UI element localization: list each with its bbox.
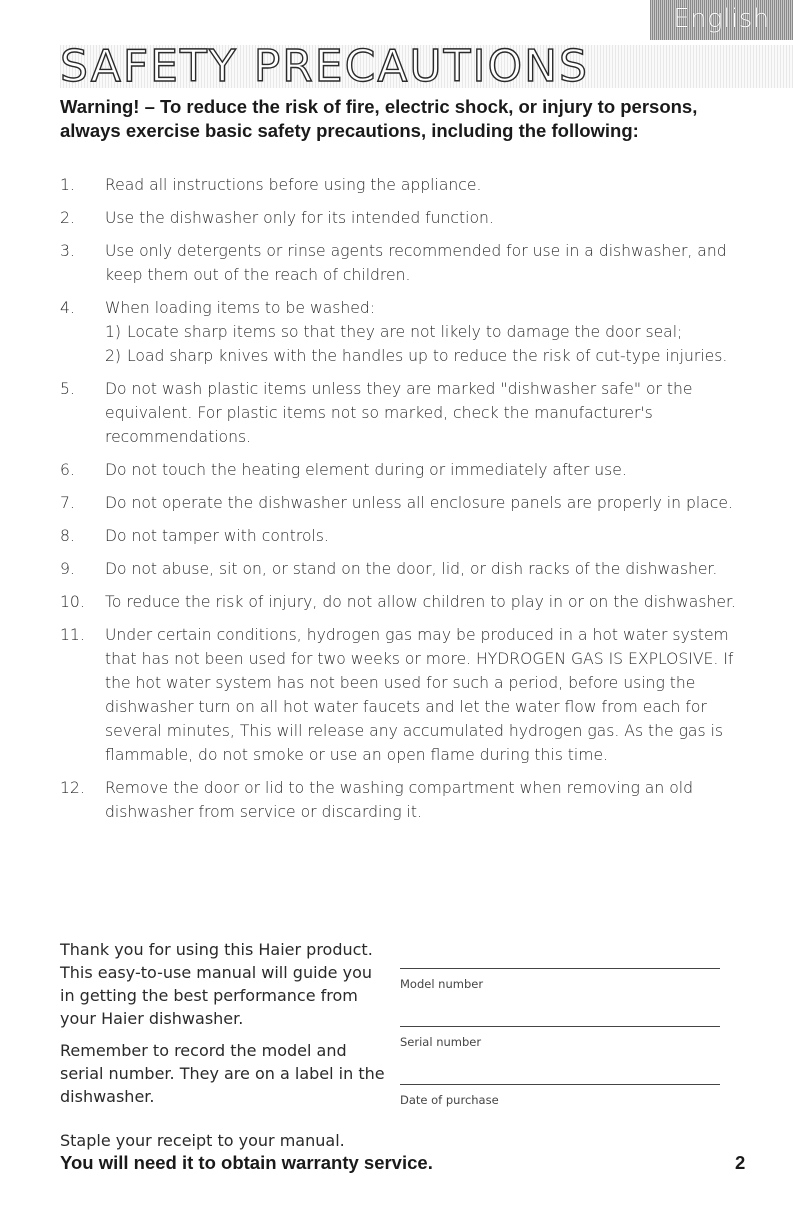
sub-item-number: 2) [105,347,122,365]
item-text: To reduce the risk of injury, do not allow children to play in or on the dishwasher. [105,593,736,611]
sub-item [105,320,760,344]
page-number: 2 [735,1152,746,1173]
item-number: 8. [60,527,75,545]
item-text: Do not operate the dishwasher unless all enclosure panels are properly in place. [105,494,733,512]
list-item [60,524,760,548]
list-item [60,458,760,482]
list-item [60,557,760,581]
item-text: Do not abuse, sit on, or stand on the door, lid, or dish racks of the dishwasher. [105,560,718,578]
sub-item [105,344,760,368]
list-item [60,173,760,197]
page-title: SAFETY PRECAUTIONS [60,41,589,92]
item-number: 12. [60,779,85,797]
item-text: Read all instructions before using the appliance. [105,176,482,194]
safety-list [60,173,760,833]
sub-item-text: Locate sharp items so that they are not likely to damage the door seal; [127,323,683,341]
serial-number-field [400,1026,720,1049]
item-number: 10. [60,593,85,611]
remember-text: Remember to record the model and serial number. They are on a label in the dishwasher. [60,1041,385,1106]
date-of-purchase-field [400,1084,720,1107]
sub-item-text: Load sharp knives with the handles up to reduce the risk of cut-type injuries. [127,347,728,365]
warranty-note: You will need it to obtain warranty service. [60,1152,433,1173]
warning-heading: Warning! – To reduce the risk of fire, electric shock, or injury to persons, always exercise basic safety precautions, including the following: [60,96,698,141]
model-number-field [400,968,720,991]
item-text: Use only detergents or rinse agents recommended for use in a dishwasher, and keep them out of the reach of children. [105,242,727,284]
item-number: 9. [60,560,75,578]
sub-item-number: 1) [105,323,122,341]
staple-note: Staple your receipt to your manual. [60,1131,345,1150]
item-text: Do not tamper with controls. [105,527,329,545]
item-number: 11. [60,626,85,644]
language-label: English [673,4,770,34]
list-item [60,623,760,767]
item-number: 6. [60,461,75,479]
item-text: When loading items to be washed: [105,299,376,317]
list-item [60,776,760,824]
list-item [60,296,760,368]
thank-you-text: Thank you for using this Haier product. This easy-to-use manual will guide you in getting the best performance from your Haier dishwasher. [60,940,373,1028]
item-text: Under certain conditions, hydrogen gas may be produced in a hot water system that has not been used for two weeks or more. HYDROGEN GAS IS EXPLOSIVE. If the hot water system has not been used for such a period, before using the dishwasher turn on all hot water faucets and let the water flow from each for several minutes, This will release any accumulated hydrogen gas. As the gas is flammable, do not smoke or use an open flame during this time. [105,626,734,764]
sub-list [105,320,760,368]
list-item [60,491,760,515]
item-number: 7. [60,494,75,512]
list-item [60,239,760,287]
item-number: 2. [60,209,75,227]
thank-you-block [60,938,390,1117]
item-number: 3. [60,242,75,260]
item-text: Do not touch the heating element during or immediately after use. [105,461,627,479]
model-number-label: Model number [400,977,484,991]
item-number: 1. [60,176,75,194]
item-text: Use the dishwasher only for its intended function. [105,209,494,227]
date-of-purchase-label: Date of purchase [400,1093,499,1107]
list-item [60,377,760,449]
serial-number-label: Serial number [400,1035,482,1049]
item-number: 4. [60,299,75,317]
item-number: 5. [60,380,75,398]
item-text: Remove the door or lid to the washing compartment when removing an old dishwasher from service or discarding it. [105,779,693,821]
item-text: Do not wash plastic items unless they are marked "dishwasher safe" or the equivalent. For plastic items not so marked, check the manufacturer's recommendations. [105,380,693,446]
list-item [60,206,760,230]
language-tab [650,0,793,40]
list-item [60,590,760,614]
